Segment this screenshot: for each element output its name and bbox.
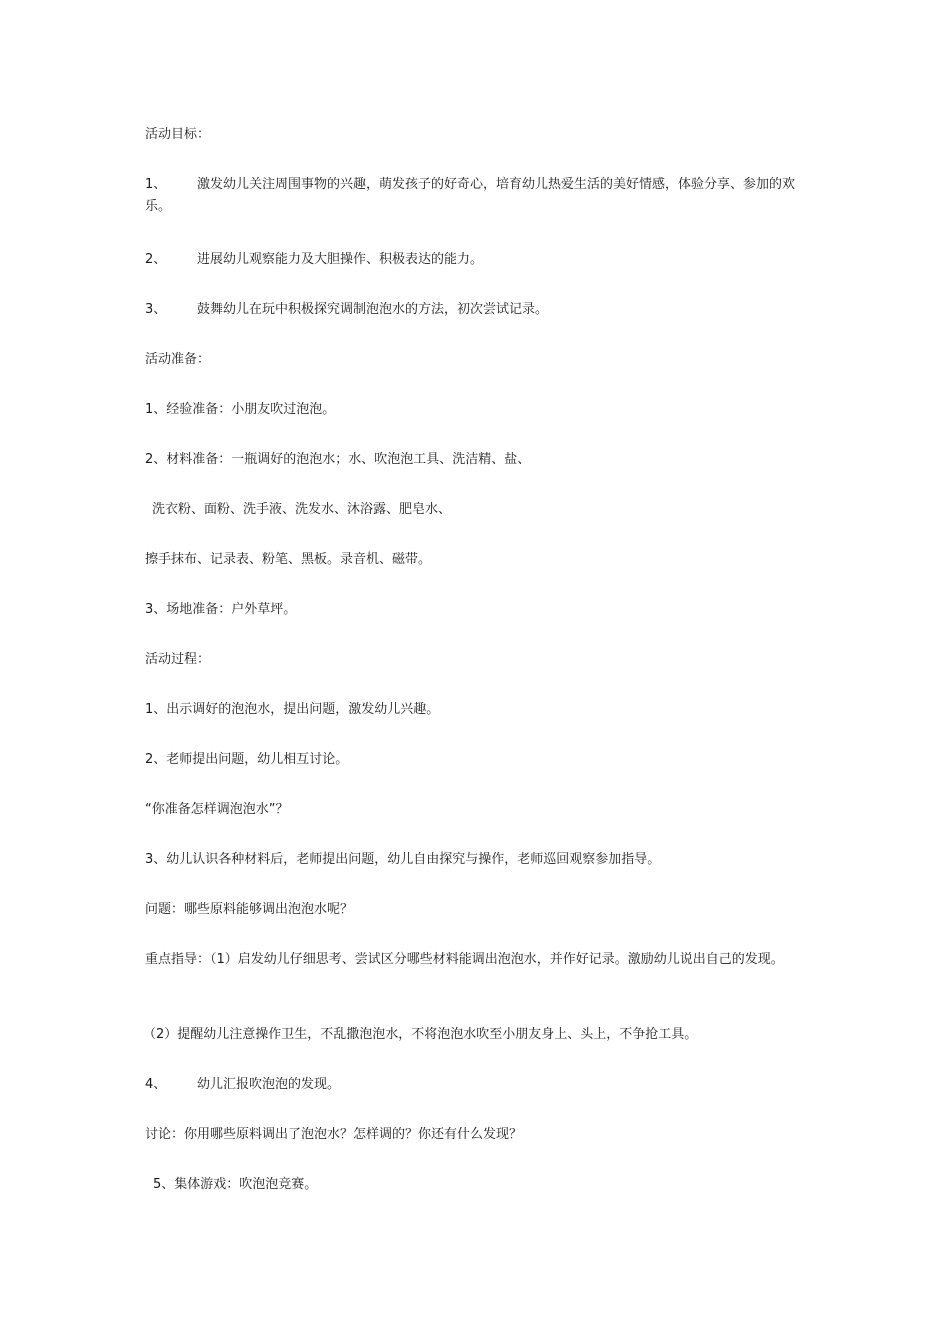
key-guidance-2: （2）提醒幼儿注意操作卫生，不乱撒泡泡水，不将泡泡水吹至小朋友身上、头上，不争抢工具。 (143, 1027, 698, 1042)
goals-heading: 活动目标： (145, 127, 211, 142)
process-item-5: 5、集体游戏：吹泡泡竞赛。 (153, 1177, 318, 1192)
process-question-quote: “你准备怎样调泡泡水”？ (145, 802, 289, 817)
step-number: 4、 (145, 1077, 167, 1092)
goal-number: 2、 (145, 252, 167, 267)
goal-text: 鼓舞幼儿在玩中积极探究调制泡泡水的方法，初次尝试记录。 (197, 302, 549, 317)
process-item-3: 3、幼儿认识各种材料后，老师提出问题，幼儿自由探究与操作，老师巡回观察参加指导。 (145, 852, 661, 867)
goal-item-1 (145, 174, 810, 218)
prep-item-3: 3、场地准备：户外草坪。 (145, 602, 297, 617)
process-item-2: 2、老师提出问题，幼儿相互讨论。 (145, 752, 349, 767)
process-item-4 (145, 1074, 340, 1096)
prep-item-1: 1、经验准备：小朋友吹过泡泡。 (145, 402, 336, 417)
prep-item-2-continued-2: 擦手抹布、记录表、粉笔、黑板。录音机、磁带。 (145, 552, 432, 567)
prep-heading: 活动准备： (145, 352, 211, 367)
goal-item-3 (145, 299, 548, 321)
goal-number: 1、 (145, 177, 167, 192)
goal-text: 激发幼儿关注周围事物的兴趣，萌发孩子的好奇心，培育幼儿热爱生活的美好情感，体验分享、参加的欢乐。 (145, 177, 796, 214)
goal-item-2 (145, 249, 483, 271)
process-item-1: 1、出示调好的泡泡水，提出问题，激发幼儿兴趣。 (145, 702, 440, 717)
process-heading: 活动过程： (145, 652, 211, 667)
prep-item-2-continued: 洗衣粉、面粉、洗手液、洗发水、沐浴露、肥皂水、 (152, 502, 452, 517)
goal-number: 3、 (145, 302, 167, 317)
step-text: 幼儿汇报吹泡泡的发现。 (197, 1077, 341, 1092)
prep-item-2: 2、材料准备：一瓶调好的泡泡水；水、吹泡泡工具、洗洁精、盐、 (145, 452, 531, 467)
discussion: 讨论：你用哪些原料调出了泡泡水？怎样调的？你还有什么发现？ (145, 1127, 523, 1142)
process-question: 问题：哪些原料能够调出泡泡水呢？ (145, 902, 354, 917)
key-guidance-1: 重点指导：（1）启发幼儿仔细思考、尝试区分哪些材料能调出泡泡水，并作好记录。激励幼儿说出自己的发现。 (145, 952, 784, 967)
goal-text: 进展幼儿观察能力及大胆操作、积极表达的能力。 (197, 252, 484, 267)
